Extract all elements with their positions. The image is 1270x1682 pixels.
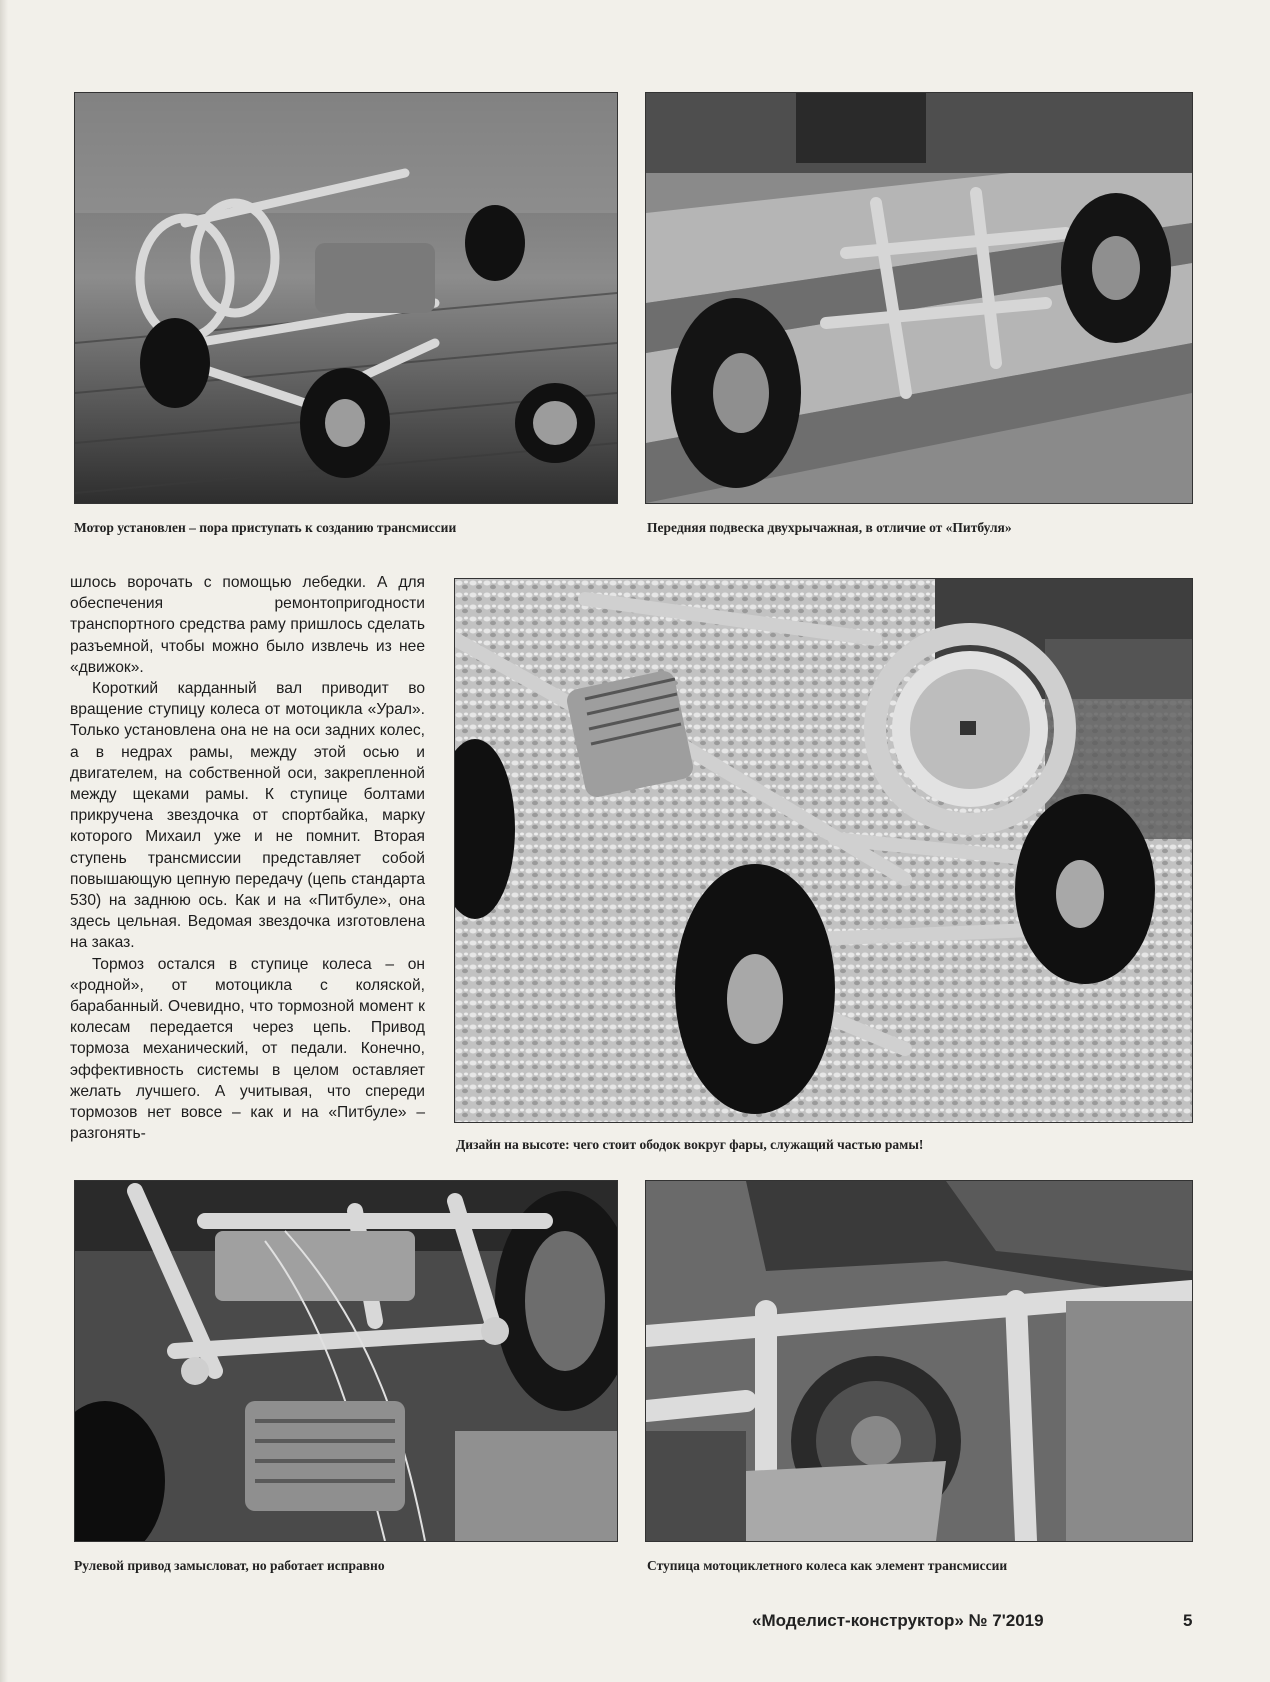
photo-headlight-frame [454,578,1193,1123]
photo-engine-installed [74,92,618,504]
photo-wheel-hub [645,1180,1193,1542]
article-paragraph-1: шлось ворочать с помощью лебедки. А для обеспечения ремонтопригодности транспортного средства раму пришлось сделать разъемной, чтобы можно было извлечь из нее «движок». [70,574,425,676]
article-paragraph-3: Тормоз остался в ступице колеса – он «родной», от мотоцикла с коляской, барабанный. Очевидно, что тормозной момент к колесам передается через цепь. Привод тормоза механический, от педали. Конечно, эффективность системы в целом оставляет желать лучшего. А учитывая, что спереди тормозов нет вовсе – как и на «Питбуле» – разгонять- [70,955,425,1143]
caption-photo-headlight-frame: Дизайн на высоте: чего стоит ободок вокруг фары, служащий частью рамы! [456,1137,924,1152]
caption-photo-engine-installed: Мотор установлен – пора приступать к созданию трансмиссии [74,520,457,535]
caption-photo-front-suspension: Передняя подвеска двухрычажная, в отличие от «Питбуля» [647,520,1012,535]
photo-steering-linkage [74,1180,618,1542]
page-number: 5 [1183,1611,1193,1630]
article-paragraph-2: Короткий карданный вал приводит во вращение ступицу колеса от мотоцикла «Урал». Только установлена она не на оси задних колес, а в недрах рамы, между этой осью и двигателем, на собственной оси, закрепленной между щеками рамы. К ступице болтами прикручена звездочка от спортбайка, марку которого Михаил уже и не помнит. Вторая ступень трансмиссии представляет собой повышающую цепную передачу (цепь стандарта 530) на заднюю ось. Как и на «Питбуле», она здесь цельная. Ведомая звездочка изготовлена на заказ. [70,680,425,952]
photo-front-suspension [645,92,1193,504]
footer-magazine-title: «Моделист-конструктор» № 7'2019 [752,1611,1044,1630]
caption-photo-wheel-hub: Ступица мотоциклетного колеса как элемент трансмиссии [647,1558,1008,1573]
article-text-column [70,572,425,1144]
caption-photo-steering-linkage: Рулевой привод замысловат, но работает исправно [74,1558,385,1573]
page-edge-shadow [0,0,8,1682]
